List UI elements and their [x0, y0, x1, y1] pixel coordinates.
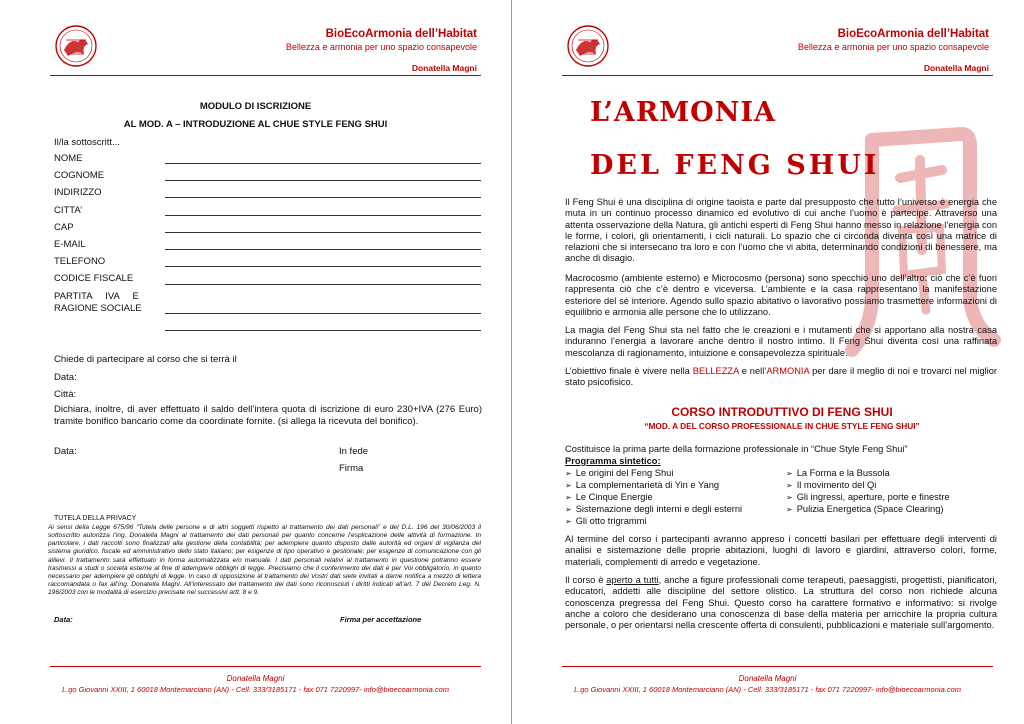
program-item — [786, 504, 943, 514]
program-item-label: La Forma e la Bussola — [796, 468, 890, 478]
field-label-indirizzo: INDIRIZZO — [54, 187, 102, 198]
program-item — [565, 468, 673, 478]
logo-icon — [566, 24, 610, 68]
paragraph-6-text-b: , anche a figure professionali come terapeuti, paesaggisti, progettisti, pianificatori, educatori, addetti alle discipline del settore olistico. La struttura del corso non richiede alcuna conoscenza pregressa del Feng Shui. Questo corso ha carattere formativo e informativo: si rivolge anche a coloro che desiderano una conoscenza di base della materia per arricchire la propria cultura personale, o per orientarsi nella crescente offerta di consulenti, pubblicazioni e materiale sull’argomento. — [565, 575, 997, 631]
intro-text: Il/la sottoscritt... — [54, 137, 120, 148]
citta-label: Città: — [54, 389, 77, 400]
field-label-nome: NOME — [54, 153, 83, 164]
field-line-citta[interactable] — [165, 215, 481, 216]
paragraph-4 — [565, 366, 997, 389]
footer-divider — [50, 666, 481, 667]
paragraph-3: La magia del Feng Shui sta nel fatto che le creazioni e i mutamenti che si apportano alla nostra casa induranno l’energia a lavorare anche dentro il nostro intimo. Il Feng Shui diventa così una raffinata mescolanza di ragionamento, intuizione e consapevolezza spirituale. — [565, 325, 997, 358]
privacy-firma-label: Firma per accettazione — [340, 615, 422, 624]
page-right — [512, 0, 1023, 724]
footer-divider — [562, 666, 993, 667]
arrow-bullet-icon: ➢ — [565, 469, 572, 478]
field-line-codice-fiscale[interactable] — [165, 284, 481, 285]
program-item-label: Gli ingressi, aperture, porte e finestre — [796, 492, 950, 502]
firma-label: Firma — [339, 463, 364, 474]
program-item-label: Il movimento del Qi — [796, 480, 877, 490]
main-title-line1: L’ARMONIA — [590, 97, 776, 128]
arrow-bullet-icon: ➢ — [565, 481, 572, 490]
program-item-label: Le Cinque Energie — [575, 492, 653, 502]
field-line-email[interactable] — [165, 249, 481, 250]
field-label-email: E-MAIL — [54, 239, 86, 250]
header-divider — [562, 75, 993, 76]
aperto-a-tutti-text: aperto a tutti — [606, 575, 659, 585]
header-subtitle: Bellezza e armonia per uno spazio consapevole — [285, 42, 477, 52]
program-item — [786, 492, 950, 502]
paragraph-1: Il Feng Shui è una disciplina di origine taoista e parte dal presupposto che tutto l’universo è energia che muta in un continuo processo dinamico ed evolutivo di cui anche l’uomo è partecipe. Attraverso una attenta osservazione della Natura, gli antichi esperti di Feng Shui hanno messo in relazione l’energia con le forme, i colori, gli orientamenti, i cicli naturali. Lo spazio che ci circonda diventa così una matrice di relazioni che si intersecano tra loro e con l’uomo che vi abita, determinando condizioni di benessere, ma anche di disagio. — [565, 197, 997, 264]
header-author: Donatella Magni — [923, 63, 989, 73]
logo-icon — [54, 24, 98, 68]
paragraph-4-text-b: e nell’ — [738, 366, 767, 376]
header-subtitle: Bellezza e armonia per uno spazio consapevole — [797, 42, 989, 52]
paragraph-2: Macrocosmo (ambiente esterno) e Microcosmo (persona) sono specchio uno dell’altro: ciò che c’è fuori rappresenta ciò che c’è dentro e viceversa. L’ambiente e la casa rappresentano la manifestazione esteriore del sé interiore. Agendo sullo spazio abitativo o lavorativo possiamo trasmettere informazioni di equilibrio e armonia alle persone che lo utilizzano. — [565, 273, 997, 317]
paragraph-4-text-a: L’obiettivo finale è vivere nella — [565, 366, 693, 376]
data-label-2: Data: — [54, 446, 77, 457]
chiede-text: Chiede di partecipare al corso che si terrà il — [54, 354, 237, 365]
field-line-telefono[interactable] — [165, 266, 481, 267]
footer-name: Donatella Magni — [738, 674, 797, 683]
field-label-ragione-sociale: RAGIONE SOCIALE — [54, 303, 142, 314]
privacy-text: Ai sensi della Legge 675/96 “Tutela delle persone e di altri soggetti rispetto al trattamento dei dati personali” e del D.L. 196 del 30/06/2003 il sottoscritto autorizza l’ing. Donatella Magni al trattamento dei dati personali per quanto concerne l’esplicazione delle attività di formazione. In particolare, i dati raccolti sono finalizzati alla gestione della contabilità; per adempiere quanto disposto dalle autorità ed organi di vigilanza del sistema giuridico, fiscale ed amministrativo dello stato italiano; per esigenze di tipo operativo e gestionale; per esigenze di comunicazione con gli allievi. Il trattamento sarà effettuato in forma automatizzata e/o manuale. I dati personali relativi al trattamento in questione potranno essere trasmessi a studi o società esterne al fine di adempiere obblighi di legge. Precisiamo che il conferimento dei dati è per Voi obbligatorio, in quanto necessario per adempiere gli obblighi di legge. In caso di opposizione al trattamento dei Vostri dati siete invitati a darne notifica a mezzo di lettera raccomandata o fax all’ing. Donatella Magni. All’interessato del trattamento dei dati sono riconosciuti i diritti indicati all’art. 7 del Decreto Leg. N. 196/2003 con le modalità di esercizio precisate nei successivi artt. 8 e 9. — [48, 524, 481, 597]
main-title-line2: DEL FENG SHUI — [590, 150, 880, 181]
form-subtitle: AL MOD. A – INTRODUZIONE AL CHUE STYLE FENG SHUI — [123, 119, 388, 130]
arrow-bullet-icon: ➢ — [786, 493, 793, 502]
program-item-label: Le origini del Feng Shui — [575, 468, 674, 478]
program-item-label: Pulizia Energetica (Space Clearing) — [796, 504, 944, 514]
program-item-label: La complementarietà di Yin e Yang — [575, 480, 720, 490]
privacy-data-label: Data: — [54, 615, 73, 624]
paragraph-6-text-a: Il corso è — [565, 575, 607, 585]
paragraph-4-text-c: per dare il meglio di noi e trovarci nel miglior stato psicofisico. — [565, 366, 998, 388]
field-label-cognome: COGNOME — [54, 170, 105, 181]
header-divider — [50, 75, 481, 76]
corso-subtitle: “MOD. A DEL CORSO PROFESSIONALE IN CHUE STYLE FENG SHUI” — [644, 421, 920, 431]
dichiara-text: Dichiara, inoltre, di aver effettuato il saldo dell’intera quota di iscrizione di euro 230+IVA (276 Euro) tramite bonifico bancario come da coordinate fornite. (si allega la ricevuta del bonifico). — [54, 404, 482, 427]
field-line-partita-iva[interactable] — [165, 313, 481, 314]
data-label: Data: — [54, 372, 77, 383]
arrow-bullet-icon: ➢ — [565, 517, 572, 526]
footer-address: L.go Giovanni XXIII, 1 60018 Montemarciano (AN) - Cell. 333/3185171 - fax 071 7220997- info@bioecoarmonia.com — [573, 685, 961, 694]
corso-title: CORSO INTRODUTTIVO DI FENG SHUI — [671, 405, 893, 419]
field-line-ragione-sociale[interactable] — [165, 330, 481, 331]
form-title: MODULO DI ISCRIZIONE — [199, 101, 312, 112]
program-item — [786, 468, 890, 478]
field-line-indirizzo[interactable] — [165, 197, 481, 198]
field-label-codice-fiscale: CODICE FISCALE — [54, 273, 134, 284]
arrow-bullet-icon: ➢ — [786, 505, 793, 514]
bellezza-word: BELLEZZA — [692, 366, 739, 376]
arrow-bullet-icon: ➢ — [786, 481, 793, 490]
footer-address: L.go Giovanni XXIII, 1 60018 Montemarciano (AN) - Cell. 333/3185171 - fax 071 7220997- info@bioecoarmonia.com — [61, 685, 449, 694]
program-item — [565, 504, 742, 514]
arrow-bullet-icon: ➢ — [565, 493, 572, 502]
field-label-partita-iva: PARTITA IVA E — [54, 291, 139, 302]
header-title: BioEcoArmonia dell’Habitat — [325, 28, 477, 40]
header-author: Donatella Magni — [411, 63, 477, 73]
header-title: BioEcoArmonia dell’Habitat — [837, 28, 989, 40]
field-line-cap[interactable] — [165, 232, 481, 233]
program-item-label: Gli otto trigrammi — [575, 516, 647, 526]
program-item — [565, 480, 719, 490]
program-item-label: Sistemazione degli interni e degli esterni — [575, 504, 743, 514]
arrow-bullet-icon: ➢ — [786, 469, 793, 478]
paragraph-6 — [565, 575, 997, 631]
in-fede-label: In fede — [339, 446, 369, 457]
field-line-nome[interactable] — [165, 163, 481, 164]
field-label-telefono: TELEFONO — [54, 256, 106, 267]
costituisce-text: Costituisce la prima parte della formazione professionale in “Chue Style Feng Shui” — [565, 444, 908, 454]
field-line-cognome[interactable] — [165, 180, 481, 181]
program-item — [565, 516, 646, 526]
field-label-cap: CAP — [54, 222, 74, 233]
arrow-bullet-icon: ➢ — [565, 505, 572, 514]
field-label-citta: CITTA’ — [54, 205, 83, 216]
paragraph-5: Al termine del corso i partecipanti avranno appreso i concetti basilari per effettuare degli interventi di analisi e sistemazione delle proprie abitazioni, luoghi di lavoro e giardini, attraverso colori, forme, materiali, complementi di arredo e vegetazione. — [565, 534, 997, 567]
privacy-title: TUTELA DELLA PRIVACY — [54, 515, 137, 522]
footer-name: Donatella Magni — [226, 674, 285, 683]
programma-heading: Programma sintetico: — [565, 456, 661, 466]
program-item — [565, 492, 653, 502]
armonia-word: ARMONIA — [766, 366, 810, 376]
program-item — [786, 480, 876, 490]
